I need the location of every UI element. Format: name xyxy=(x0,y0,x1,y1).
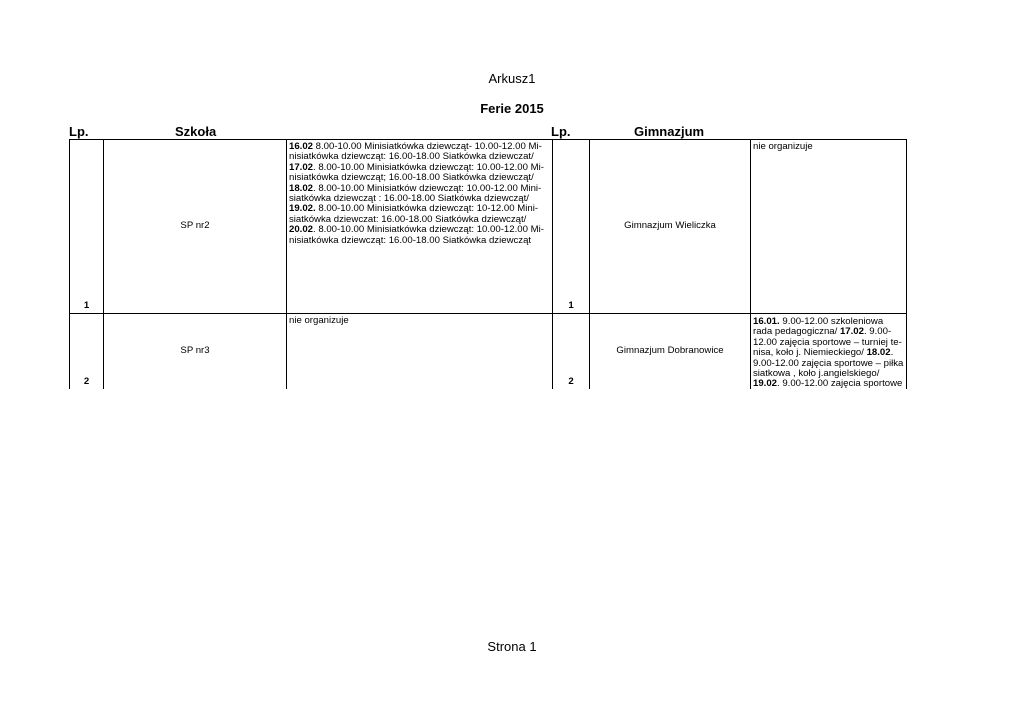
date-label: 19.02 xyxy=(753,378,778,389)
header-school: Szkoła xyxy=(175,124,217,139)
header-gimnazjum: Gimnazjum xyxy=(634,124,705,139)
cell-text-line xyxy=(753,379,904,389)
date-label: 18.02 xyxy=(289,182,314,194)
text-segment: . 8.00-10.00 Minisiatkówka dziewcząt: 10.00-12.00 Mi- xyxy=(313,161,544,173)
row2-gimnazjum-name: Gimnazjum Dobranowice xyxy=(590,314,751,389)
date-label: 20.02 xyxy=(289,224,314,236)
document-title: Ferie 2015 xyxy=(480,101,544,116)
header-lp-gimnazjum: Lp. xyxy=(551,124,571,139)
text-segment: 12.00 zajęcia sportowe – turniej te- xyxy=(753,336,902,348)
sheet-name: Arkusz1 xyxy=(488,71,536,86)
row1-school-name: SP nr2 xyxy=(104,139,287,314)
text-segment: . 9.00- xyxy=(863,326,892,338)
date-label: 17.02 xyxy=(289,161,314,173)
row2-school-name: SP nr3 xyxy=(104,314,287,389)
date-label: 16.02 xyxy=(289,141,314,152)
text-segment: . 8.00-10.00 Minisiatków dziewcząt: 10.00-12.00 Mini- xyxy=(313,182,542,194)
row1-lp-school: 1 xyxy=(69,139,104,314)
text-segment: nisiatkówka dziewcząt: 16.00-18.00 Siatkówka dziewcząt xyxy=(289,234,532,246)
text-segment: nie organizuje xyxy=(753,141,813,152)
text-segment: siatkówka dziewczat: 16.00-18.00 Siatkówka dziewcząt/ xyxy=(289,213,527,225)
cell-text-line xyxy=(289,236,550,246)
schedule-table xyxy=(69,139,907,389)
text-segment: 9.00-12.00 zajęcia sportowe – piłka xyxy=(753,357,904,369)
date-label: 18.02 xyxy=(866,347,891,359)
text-segment: 8.00-10.00 Minisiatkówka dziewcząt: 10-12.00 Mini- xyxy=(315,203,539,215)
text-segment: nisiatkówka dziewcząt: 16.00-18.00 Siatkówka dziewczat/ xyxy=(289,151,534,163)
row1-lp-gimnazjum: 1 xyxy=(553,139,590,314)
text-segment: nisiatkówka dziewcząt; 16.00-18.00 Siatkówka dziewcząt/ xyxy=(289,172,534,184)
text-segment: siatkowa , koło j.angielskiego/ xyxy=(753,368,880,380)
row1-school-program xyxy=(287,139,553,314)
text-segment: . 9.00-12.00 zajęcia sportowe xyxy=(777,378,903,389)
text-segment: . 8.00-10.00 Minisiatkówka dziewcząt: 10.00-12.00 Mi- xyxy=(313,224,544,236)
text-segment: siatkówka dziewcząt : 16.00-18.00 Siatkówka dziewcząt/ xyxy=(289,193,529,205)
row1-gimnazjum-name: Gimnazjum Wieliczka xyxy=(590,139,751,314)
text-segment: nie organizuje xyxy=(289,315,349,326)
text-segment: . xyxy=(890,347,894,359)
row2-gimnazjum-program xyxy=(751,314,907,389)
text-segment: nisa, koło j. Niemieckiego/ xyxy=(753,347,867,359)
cell-text-line xyxy=(753,142,904,152)
text-segment: 9.00-12.00 szkoleniowa xyxy=(779,316,884,327)
row2-lp-school: 2 xyxy=(69,314,104,389)
text-segment: 8.00-10.00 Minisiatkówka dziewcząt- 10.00-12.00 Mi- xyxy=(313,141,542,152)
row1-gimnazjum-program xyxy=(751,139,907,314)
date-label: 17.02 xyxy=(839,326,864,338)
text-segment: rada pedagogiczna/ xyxy=(753,326,840,338)
row2-school-program xyxy=(287,314,553,389)
header-lp-school: Lp. xyxy=(69,124,89,139)
page-footer: Strona 1 xyxy=(487,639,537,654)
date-label: 19.02. xyxy=(289,203,316,215)
cell-text-line xyxy=(289,316,550,326)
date-label: 16.01. xyxy=(753,316,780,327)
row2-lp-gimnazjum: 2 xyxy=(553,314,590,389)
